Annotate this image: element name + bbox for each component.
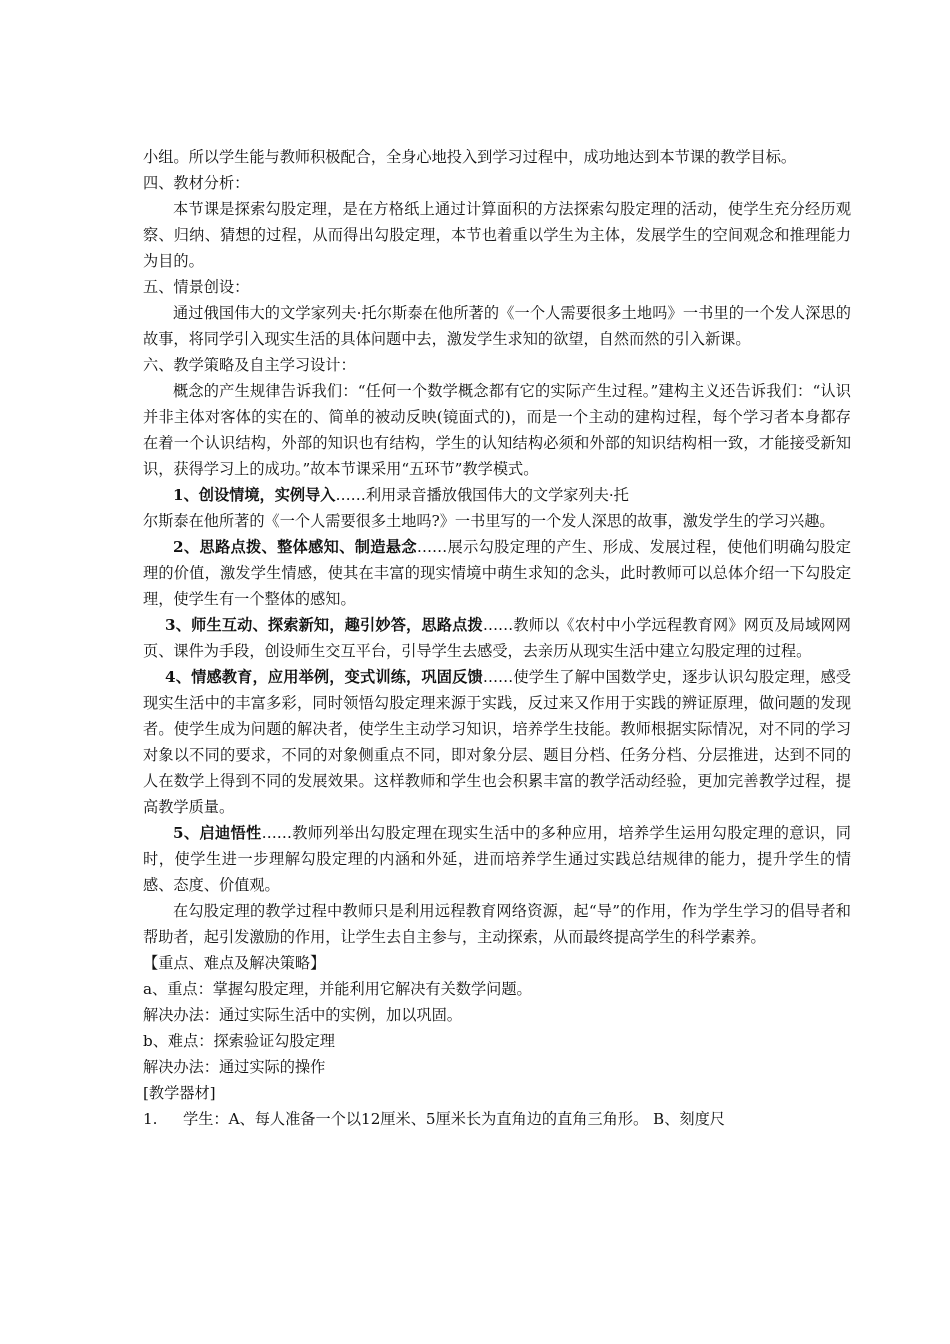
step-3-text: ……教师以《农村中小学远程教育网》网页及局域网网页、课件为手段，创设师生交互平台，引导学生去感受，去亲历从现实生活中建立勾股定理的过程。 [143,616,851,660]
step-2 [143,534,851,612]
paragraph-scenario: 通过俄国伟大的文学家列夫·托尔斯泰在他所著的《一个人需要很多土地吗》一书里的一个发人深思的故事，将同学引入现实生活的具体问题中去，激发学生求知的欲望，自然而然的引入新课。 [143,304,851,348]
step-1-title: 1、创设情境，实例导入 [173,486,336,504]
step-5-text: ……教师列举出勾股定理在现实生活中的多种应用，培养学生运用勾股定理的意识，同时，使学生进一步理解勾股定理的内涵和外延，进而培养学生通过实践总结规律的能力，提升学生的情感、态度、价值观。 [143,824,851,894]
equipment-item-1 [143,1106,851,1132]
heading-textbook-analysis: 四、教材分析： [143,174,250,192]
key-point-b-solution: 解决办法：通过实际的操作 [143,1058,326,1076]
step-1-text-line1: ……利用录音播放俄国伟大的文学家列夫·托 [335,486,629,504]
key-point-a-solution: 解决办法：通过实际生活中的实例，加以巩固。 [143,1006,462,1024]
step-3-title: 3、师生互动、探索新知，趣引妙答，思路点拨 [165,616,483,634]
key-point-b: b、难点：探索验证勾股定理 [143,1032,335,1050]
heading-scenario: 五、情景创设： [143,278,250,296]
heading-equipment: [教学器材] [143,1084,216,1102]
equipment-item-number: 1. [143,1110,158,1128]
step-4-text: ……使学生了解中国数学史，逐步认识勾股定理，感受现实生活中的丰富多彩，同时领悟勾股定理来源于实践，反过来又作用于实践的辨证原理，做问题的发现者。使学生成为问题的解决者，使学生主动学习知识，培养学生技能。教师根据实际情况，对不同的学习对象以不同的要求，不同的对象侧重点不同，即对象分层、题目分档、任务分档、分层推进，达到不同的人在数学上得到不同的发展效果。这样教师和学生也会积累丰富的教学活动经验，更加完善教学过程，提高教学质量。 [143,668,851,816]
paragraph-strategy: 概念的产生规律告诉我们：“任何一个数学概念都有它的实际产生过程。”建构主义还告诉我们：“认识并非主体对客体的实在的、简单的被动反映(镜面式的)，而是一个主动的建构过程，每个学习者本身都存在着一个认识结构，外部的知识也有结构，学生的认知结构必须和外部的知识结构相一致，才能接受新知识，获得学习上的成功。”故本节课采用“五环节”教学模式。 [143,382,851,478]
step-3 [143,612,851,664]
key-point-a: a、重点：掌握勾股定理，并能利用它解决有关数学问题。 [143,980,532,998]
step-5-title: 5、启迪悟性 [173,824,262,842]
paragraph-textbook-analysis: 本节课是探索勾股定理，是在方格纸上通过计算面积的方法探索勾股定理的活动，使学生充分经历观察、归纳、猜想的过程，从而得出勾股定理，本节也着重以学生为主体，发展学生的空间观念和推理能力为目的。 [143,200,851,270]
paragraph-continuation: 小组。所以学生能与教师积极配合，全身心地投入到学习过程中，成功地达到本节课的教学目标。 [143,148,797,166]
heading-strategy: 六、教学策略及自主学习设计： [143,356,356,374]
step-1 [143,482,851,508]
paragraph-summary: 在勾股定理的教学过程中教师只是利用远程教育网络资源，起“导”的作用，作为学生学习的倡导者和帮助者，起引发激励的作用，让学生去自主参与，主动探索，从而最终提高学生的科学素养。 [143,902,851,946]
step-5 [143,820,851,898]
step-1-continuation: 尔斯泰在他所著的《一个人需要很多土地吗?》一书里写的一个发人深思的故事，激发学生的学习兴趣。 [143,512,835,530]
step-4 [143,664,851,820]
step-4-title: 4、情感教育，应用举例，变式训练，巩固反馈 [165,668,483,686]
document-page [143,144,851,1132]
step-2-title: 2、思路点拨、整体感知、制造悬念 [173,538,417,556]
step-2-text: ……展示勾股定理的产生、形成、发展过程，使他们明确勾股定理的价值，激发学生情感，使其在丰富的现实情境中萌生求知的念头，此时教师可以总体介绍一下勾股定理，使学生有一个整体的感知。 [143,538,851,608]
heading-key-points: 【重点、难点及解决策略】 [143,954,326,972]
equipment-item-text: 学生：A、每人准备一个以12厘米、5厘米长为直角边的直角三角形。 B、刻度尺 [183,1110,725,1128]
